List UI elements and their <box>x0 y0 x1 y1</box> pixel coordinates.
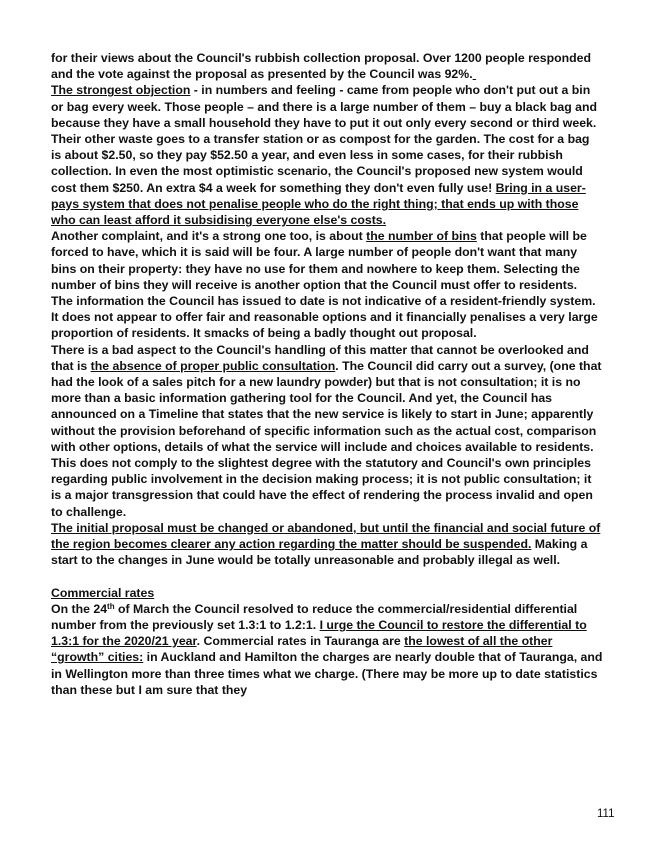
underlined-text: the number of bins <box>366 229 477 244</box>
text-run: of March the Council resolved to reduce the commercial/residential differential number from the previously set 1.3:1 to 1.2:1. <box>51 601 578 632</box>
text-run: . The Council did carry out a survey, (one that had the look of a sales pitch for a new laundry powder) but that is not consultation; it is no more than a basic information gathering tool for the Council. And yet, the Council has announced on a Timeline that states that the new service is likely to start in June; apparently without the provision beforehand of specific information such as the actual cost, comparison with other options, details of what the service will include and choices available to residents. This does not comply to the slightest degree with the statutory and Council's own principles regarding public involvement in the decision making process; it is not public consultation; it is a major transgression that could have the effect of rendering the process invalid and open to challenge. <box>51 358 602 519</box>
text-run: - in numbers and feeling - came from people who don't put out a bin or bag every week. Those people – and there is a large number of them – buy a black bag and because they have a small household they have to put it out only every second or third week. Their other waste goes to a transfer station or as compost for the garden. The cost for a bag is about $2.50, so they pay $52.50 a year, and even less in some cases, for their rubbish collection. In even the most optimistic scenario, the Council's proposed new system would cost them $250. An extra $4 a week for something they don't even fully use! <box>51 83 598 195</box>
paragraph-information: The information the Council has issued to date is not indicative of a resident-friendly system. It does not appear to offer fair and reasonable options and it financially penalises a very large proportion of residents. It smacks of being a badly thought out proposal. <box>51 294 598 341</box>
text-run: On the 24 <box>51 601 108 616</box>
underlined-text: The initial proposal must be changed or abandoned, but until the financial and social future of the region becomes clearer any action regarding the matter should be suspended. <box>51 520 601 552</box>
text-run: . Commercial rates in Tauranga are <box>196 634 405 649</box>
underline-gap <box>473 67 476 81</box>
section-heading: Commercial rates <box>51 585 155 600</box>
text-run: There is a bad aspect to the Council's handling of this matter that cannot be overlooked and that is <box>51 342 589 373</box>
text-run: Another complaint, and it's a strong one too, is about <box>51 229 367 244</box>
paragraph-proposal-suspended <box>51 520 603 569</box>
underlined-text: The strongest objection <box>51 83 191 98</box>
underlined-text: the lowest of all the other “growth” cities: <box>51 634 553 665</box>
paragraph-rubbish-survey <box>51 50 603 228</box>
underlined-text: the absence of proper public consultation <box>90 358 336 373</box>
text-run: that people will be forced to have, which it is said will be four. A large number of people don't want that many bins on their property: they have no use for them and nowhere to keep them. Selecting the number of bins they will receive is another option that the Council must offer to residents. <box>51 229 587 292</box>
paragraph-spacer <box>51 569 603 585</box>
underlined-text: I urge the Council to restore the differential to 1.3:1 for the 2020/21 year <box>51 617 587 649</box>
paragraph-commercial-rates <box>51 601 603 698</box>
document-body <box>51 50 603 698</box>
underlined-text: Bring in a user-pays system that does not penalise people who do the right thing; that ends up with those who can least afford it subsidising everyone else's costs. <box>51 180 586 228</box>
text-run: for their views about the Council's rubbish collection proposal. Over 1200 people responded and the vote against the proposal as presented by the Council was 92%. <box>51 51 591 82</box>
page-number: 111 <box>597 808 615 820</box>
paragraph-number-of-bins <box>51 228 603 293</box>
text-run: in Auckland and Hamilton the charges are nearly double that of Tauranga, and in Wellington more than three times what we charge. (There may be more up to date statistics than these but I am sure that they <box>51 650 603 697</box>
paragraph-consultation <box>51 342 603 520</box>
text-run: Making a start to the changes in June would be totally unreasonable and probably illegal as well. <box>51 537 588 568</box>
superscript: th <box>107 601 115 611</box>
